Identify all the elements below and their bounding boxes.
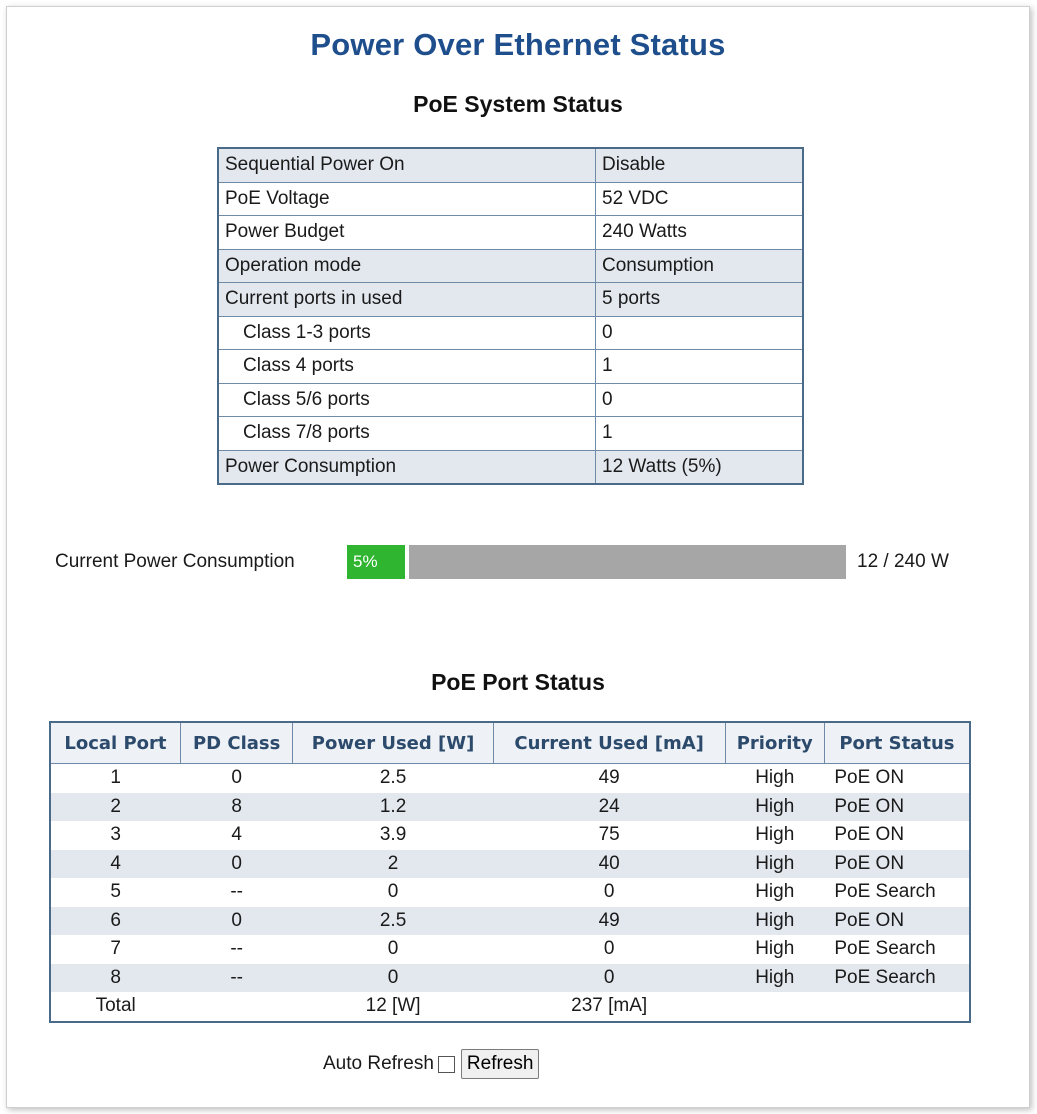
total-empty — [725, 992, 824, 1022]
cell-current: 0 — [603, 938, 615, 960]
system-row-value: 12 Watts (5%) — [596, 450, 804, 484]
system-row-operation-mode — [218, 249, 803, 283]
power-consumption-fill: 5% — [347, 545, 409, 579]
system-row-value: 1 — [596, 417, 804, 451]
port-status-title: PoE Port Status — [431, 669, 605, 695]
cell-priority: High — [755, 767, 795, 789]
status-panel — [6, 6, 1030, 1108]
col-power-used: Power Used [W] — [293, 722, 493, 764]
cell-pd-class: 8 — [180, 793, 293, 822]
cell-current: 49 — [493, 907, 725, 936]
system-row-power-budget — [218, 216, 803, 250]
cell-status: PoE ON — [824, 850, 970, 879]
system-row-label: Operation mode — [218, 249, 596, 283]
system-row-class-1-3 — [218, 316, 803, 350]
cell-power: 2 — [293, 850, 493, 879]
cell-pd-class: -- — [230, 938, 243, 960]
system-status-table — [217, 147, 804, 485]
table-row — [50, 850, 970, 879]
cell-port: 6 — [50, 907, 180, 936]
cell-status: PoE ON — [824, 907, 970, 936]
power-consumption-label: Current Power Consumption — [55, 551, 295, 572]
auto-refresh-label: Auto Refresh — [323, 1053, 434, 1074]
cell-priority: High — [725, 964, 824, 993]
cell-power: 3.9 — [379, 824, 407, 846]
total-current: 237 [mA] — [493, 992, 725, 1022]
cell-status: PoE Search — [834, 938, 936, 960]
auto-refresh-checkbox[interactable] — [438, 1056, 455, 1073]
system-row-value: 5 ports — [596, 283, 804, 317]
cell-current: 40 — [493, 850, 725, 879]
table-row — [50, 793, 970, 822]
system-row-label: Power Budget — [218, 216, 596, 250]
cell-power: 0 — [387, 938, 399, 960]
system-row-sequential-power-on — [218, 148, 803, 182]
cell-power: 2.5 — [379, 767, 407, 789]
power-consumption-bar — [347, 545, 846, 579]
system-row-label: Class 1-3 ports — [218, 316, 596, 350]
cell-current: 24 — [493, 793, 725, 822]
cell-status: PoE Search — [824, 964, 970, 993]
system-row-label: Class 7/8 ports — [218, 417, 596, 451]
cell-current: 75 — [598, 824, 620, 846]
page-title: Power Over Ethernet Status — [310, 27, 726, 62]
refresh-controls — [323, 1049, 539, 1079]
cell-port: 7 — [110, 938, 121, 960]
system-row-poe-voltage — [218, 182, 803, 216]
system-row-label: Sequential Power On — [218, 148, 596, 182]
cell-pd-class: 0 — [180, 907, 293, 936]
system-row-label: Class 5/6 ports — [218, 383, 596, 417]
cell-status: PoE ON — [824, 793, 970, 822]
cell-current: 0 — [603, 881, 615, 903]
cell-port: 3 — [110, 824, 121, 846]
table-row — [50, 907, 970, 936]
cell-port: 1 — [110, 767, 121, 789]
system-row-power-consumption — [218, 450, 803, 484]
total-empty — [824, 992, 970, 1022]
cell-power: 0 — [387, 881, 399, 903]
port-table-header — [50, 722, 970, 764]
cell-current: 0 — [493, 964, 725, 993]
system-row-value: 0 — [596, 316, 804, 350]
cell-pd-class: 0 — [180, 850, 293, 879]
table-row — [50, 764, 970, 793]
system-row-current-ports — [218, 283, 803, 317]
col-priority: Priority — [725, 722, 824, 764]
system-row-value: 1 — [596, 350, 804, 384]
col-local-port: Local Port — [50, 722, 180, 764]
cell-pd-class: -- — [230, 881, 243, 903]
cell-power: 2.5 — [293, 907, 493, 936]
system-row-class-5-6 — [218, 383, 803, 417]
table-row — [50, 935, 970, 964]
refresh-button[interactable]: Refresh — [461, 1049, 540, 1079]
power-consumption-summary: 12 / 240 W — [857, 551, 949, 572]
cell-priority: High — [725, 907, 824, 936]
system-row-label: PoE Voltage — [218, 182, 596, 216]
cell-current: 49 — [598, 767, 620, 789]
table-row — [50, 964, 970, 993]
system-row-value: Consumption — [596, 249, 804, 283]
cell-power: 1.2 — [293, 793, 493, 822]
cell-priority: High — [755, 824, 795, 846]
system-row-value: 52 VDC — [596, 182, 804, 216]
cell-port: 8 — [50, 964, 180, 993]
system-row-label: Power Consumption — [218, 450, 596, 484]
cell-pd-class: -- — [180, 964, 293, 993]
cell-priority: High — [755, 938, 795, 960]
table-row — [50, 821, 970, 850]
system-row-class-4 — [218, 350, 803, 384]
cell-port: 2 — [50, 793, 180, 822]
cell-priority: High — [755, 881, 795, 903]
table-row — [50, 878, 970, 907]
cell-status: PoE ON — [834, 824, 905, 846]
cell-status: PoE ON — [834, 767, 905, 789]
port-status-table — [49, 721, 971, 1023]
total-empty — [180, 992, 293, 1022]
col-port-status: Port Status — [824, 722, 970, 764]
system-row-value: 240 Watts — [596, 216, 804, 250]
system-row-label: Current ports in used — [218, 283, 596, 317]
cell-pd-class: 4 — [231, 824, 242, 846]
cell-priority: High — [725, 850, 824, 879]
cell-power: 0 — [293, 964, 493, 993]
col-current-used: Current Used [mA] — [493, 722, 725, 764]
system-row-value: 0 — [596, 383, 804, 417]
cell-pd-class: 0 — [231, 767, 242, 789]
system-status-title: PoE System Status — [413, 91, 623, 117]
total-row — [50, 992, 970, 1022]
total-label: Total — [50, 992, 180, 1022]
cell-priority: High — [725, 793, 824, 822]
col-pd-class: PD Class — [180, 722, 293, 764]
system-row-class-7-8 — [218, 417, 803, 451]
total-power: 12 [W] — [293, 992, 493, 1022]
system-row-label: Class 4 ports — [218, 350, 596, 384]
cell-status: PoE Search — [834, 881, 936, 903]
cell-port: 5 — [110, 881, 121, 903]
cell-port: 4 — [50, 850, 180, 879]
system-row-value: Disable — [596, 148, 804, 182]
